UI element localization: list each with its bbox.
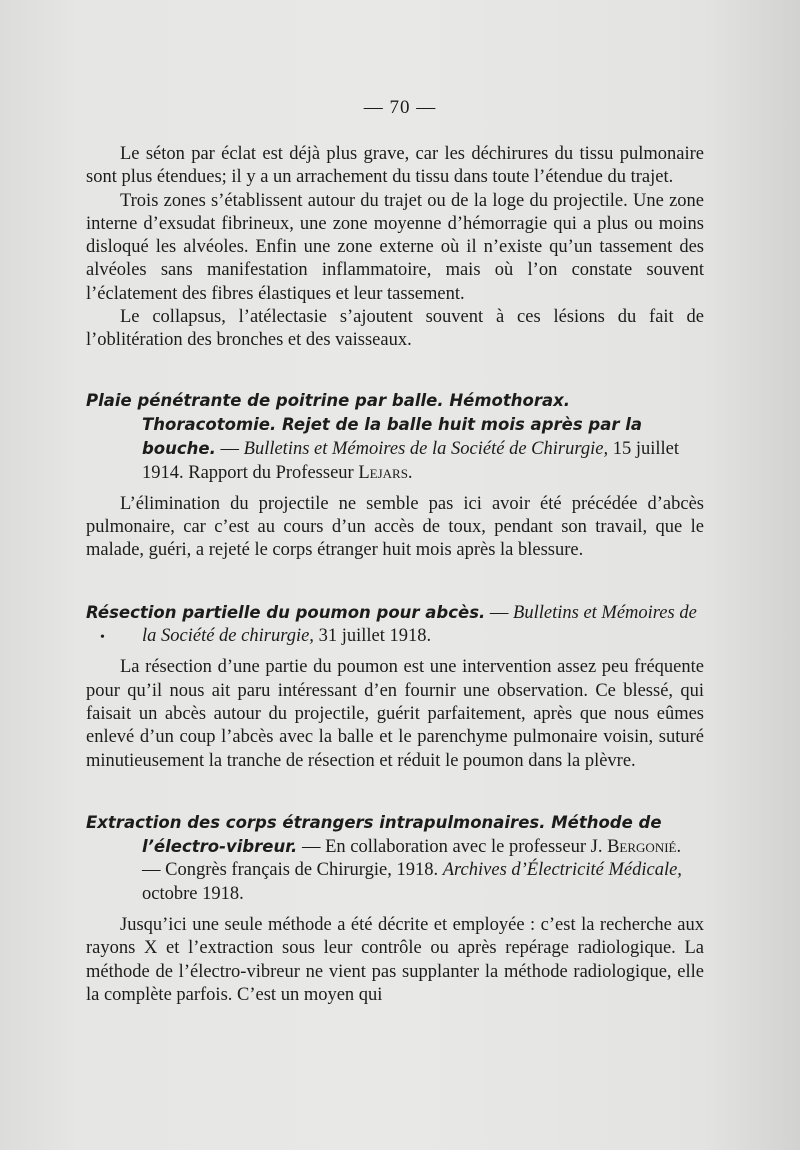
page-number: — 70 — [363, 97, 437, 118]
entry-title: Extraction des corps étrangers intrapulmonaires. Méthode de l’électro-vibreur. [86, 812, 662, 857]
entry-publication: Archives d’Électricité Médicale, [442, 860, 682, 881]
entry-body-extraction: Jusqu’ici une seule méthode a été décrite et employée : c’est la recherche aux rayons X et l’extraction sous leur contrôle ou après repérage radiologique. La méthode de l’électro-vibreur ne vient pas supplanter la méthode radiologique, elle la complète parfois. C’est un moyen qui [86, 915, 704, 1005]
paragraph-three-zones: Trois zones s’établissent autour du trajet ou de la loge du projectile. Une zone interne d’exsudat fibrineux, une zone moyenne d’hémorragie qui a plus ou moins disloqué les alvéoles. Enfin une zone externe où il n’existe qu’un tassement des alvéoles sans manifestation inflammatoire, mais où l’on constate souvent l’éclatement des fibres élastiques et leur tassement. [86, 190, 704, 304]
entry-dash: — [215, 439, 244, 460]
entry-details: 31 juillet 1918. [313, 626, 432, 647]
entry-heading-extraction [86, 811, 704, 906]
entry-title: Résection partielle du poumon pour abcès. [86, 602, 486, 622]
entry-period: . [407, 462, 413, 483]
paragraph-collapsus: Le collapsus, l’atélectasie s’ajoutent souvent à ces lésions du fait de l’oblitération des bronches et des vaisseaux. [86, 307, 704, 351]
entry-date: octobre 1918. [142, 883, 244, 904]
entry-heading-plaie [86, 389, 704, 485]
entry-body-resection: La résection d’une partie du poumon est une intervention assez peu fréquente pour qu’il nous ait paru intéressant d’en fournir une observation. Ce blessé, qui faisait un abcès autour du projectile, guérit parfaitement, après que nous eûmes enlevé d’un coup l’abcès avec la balle et le parenchyme pulmonaire voisin, suturé minutieusement la tranche de résection et réduit le poumon dans la plèvre. [86, 657, 704, 771]
paragraph-seton: Le séton par éclat est déjà plus grave, car les déchirures du tissu pulmonaire sont plus étendues; il y a un arrachement du tissu dans toute l’étendue du trajet. [86, 144, 704, 188]
entry-title: Plaie pénétrante de poitrine par balle. Hémothorax. Thoracotomie. Rejet de la balle huit mois après par la bouche. [86, 390, 643, 459]
entry-author-name: Lejars [358, 462, 408, 483]
entry-dash: — [297, 837, 326, 858]
entry-dash: — [485, 602, 514, 623]
entry-details: En collaboration avec le professeur J. [325, 837, 608, 858]
entry-heading-resection [86, 601, 704, 649]
page-body [86, 143, 704, 1007]
entry-publication: Bulletins et Mémoires de la Société de chirurgie, [142, 602, 697, 647]
entry-details-congress: . — Congrès français de Chirurgie, 1918. [142, 837, 682, 881]
entry-details: 15 juillet 1914. Rapport du Professeur [142, 439, 679, 483]
entry-author-name: Bergonié [607, 837, 677, 858]
stray-bullet-mark: • [100, 630, 105, 645]
entry-body-plaie: L’élimination du projectile ne semble pas ici avoir été précédée d’abcès pulmonaire, car c’est au cours d’un accès de toux, pendant son travail, que le malade, guéri, a rejeté le corps étranger huit mois après la blessure. [86, 493, 704, 561]
entry-publication: Bulletins et Mémoires de la Société de Chirurgie, [243, 439, 609, 460]
